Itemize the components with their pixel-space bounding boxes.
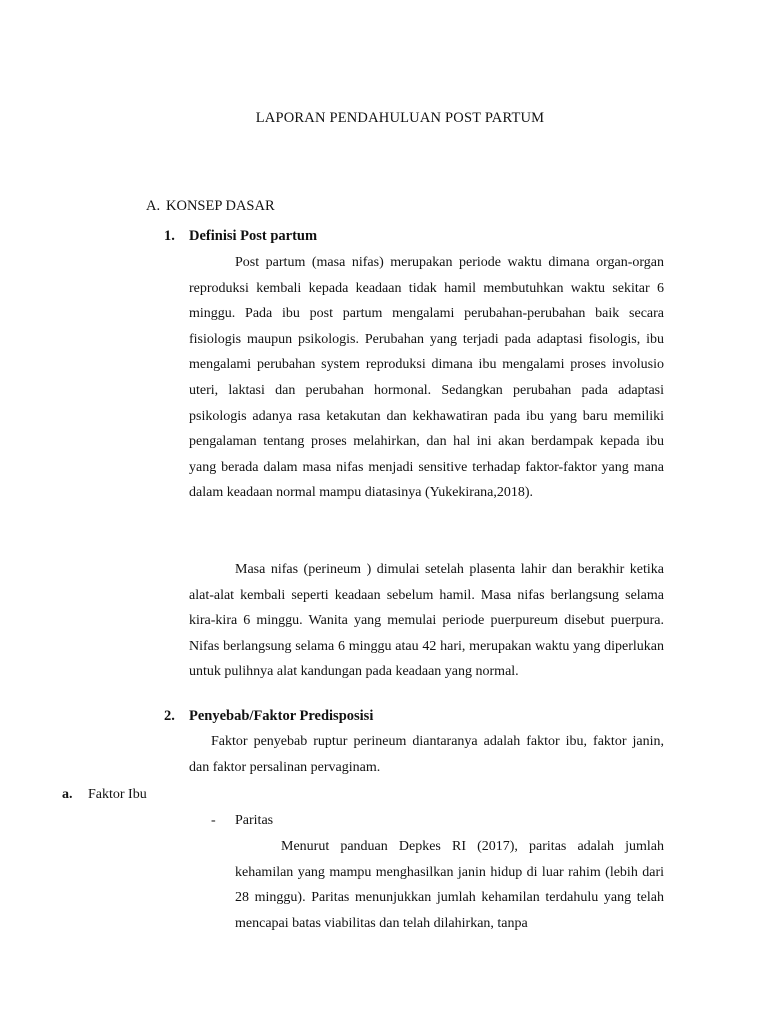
paragraph-definition: Post partum (masa nifas) merupakan periode waktu dimana organ-organ reproduksi kembali kepada keadaan tidak hamil membutuhkan waktu sekitar 6 minggu. Pada ibu post partum mengalami perubahan-perubahan baik secara fisiologis maupun psikologis. Perubahan yang terjadi pada adaptasi fisologis, ibu mengalami perubahan system reproduksi dimana ibu mengalami proses involusio uteri, laktasi dan perubahan hormonal. Sedangkan perubahan pada adaptasi psikologis adanya rasa ketakutan dan kekhawatiran pada ibu yang baru memiliki pengalaman tentang proses melahirkan, dan hal ini akan berdampak kepada ibu yang berada dalam masa nifas menjadi sensitive terhadap faktor-faktor yang mana dalam keadaan normal mampu diatasinya (Yukekirana,2018). [189,255,664,501]
bullet-marker: - [211,813,216,828]
paragraph-masa-nifas: Masa nifas (perineum ) dimulai setelah plasenta lahir dan berakhir ketika alat-alat kembali seperti keadaan sebelum hamil. Masa nifas berlangsung selama kira-kira 6 minggu. Wanita yang memulai periode puerpureum disebut puerpura. Nifas berlangsung selama 6 minggu atau 42 hari, merupakan waktu yang diperlukan untuk pulihnya alat kandungan pada keadaan yang normal. [189,562,664,680]
paragraph-paritas: Menurut panduan Depkes RI (2017), paritas adalah jumlah kehamilan yang mampu menghasilkan janin hidup di luar rahim (lebih dari 28 minggu). Paritas menunjukkan jumlah kehamilan terdahulu yang telah mencapai batas viabilitas dan telah dilahirkan, tanpa [235,839,664,931]
subsection-heading-2 [164,706,373,726]
subsection-marker: 1. [164,228,175,244]
subsection-label: Penyebab/Faktor Predisposisi [189,708,374,724]
sub-item-a [62,785,147,805]
subsection-label: Definisi Post partum [189,228,318,244]
section-label: KONSEP DASAR [166,198,275,214]
sub-item-marker: a. [62,787,73,802]
subsection-marker: 2. [164,708,175,724]
bullet-label: Paritas [235,813,274,828]
document-title: LAPORAN PENDAHULUAN POST PARTUM [255,110,545,126]
section-heading-a [146,196,275,216]
bullet-item-paritas [211,811,273,831]
subsection-heading-1 [164,226,317,246]
section-marker: A. [146,198,161,214]
paragraph-penyebab: Faktor penyebab ruptur perineum diantaranya adalah faktor ibu, faktor janin, dan faktor persalinan pervaginam. [189,734,664,775]
sub-item-label: Faktor Ibu [88,787,147,802]
